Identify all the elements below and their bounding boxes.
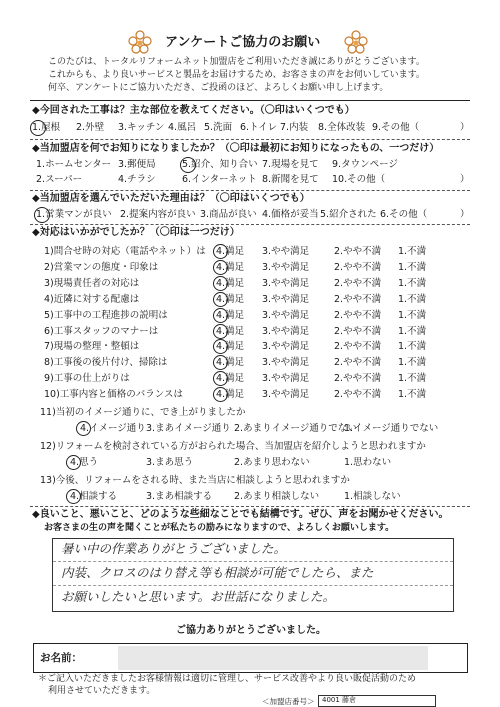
q4-item-mark — [213, 276, 228, 291]
q4-rating-option[interactable]: 4.満足 — [216, 277, 245, 289]
q4-item-mark — [213, 387, 228, 402]
q4-item-11-mark — [76, 421, 91, 436]
q4-rating-option[interactable]: 1.不満 — [398, 293, 427, 305]
q5-subtext: お客さまの生の声を聞くことが私たちの励みになりますので、よろしくお願いします。 — [44, 523, 395, 533]
q3-option-1[interactable]: 1.営業マンが良い — [36, 209, 112, 220]
comment-line-2: 内装、クロスのはり替え等も相談が可能でしたら、また — [61, 565, 374, 580]
q3-selection-mark — [34, 207, 50, 223]
name-box[interactable] — [33, 643, 468, 673]
q2-option-7[interactable]: 7.現場を見て — [262, 159, 319, 170]
q2-label: ◆当加盟店を何でお知りになりましたか？（〇印は最初にお知りになったもの、一つだけ） — [32, 143, 440, 154]
q4-rating-option[interactable]: 1.不満 — [398, 246, 427, 257]
q4-rating-option[interactable]: 4.満足 — [216, 373, 245, 385]
q4-item-label: 9)工事の仕上がりは — [44, 373, 130, 385]
q4-item-13-option-3[interactable]: 3.まあ相談する — [146, 491, 213, 502]
q4-rating-option[interactable]: 3.やや満足 — [262, 293, 310, 305]
q4-rating-option[interactable]: 3.やや満足 — [262, 373, 310, 385]
q4-item-label: 3)現場責任者の対応は — [44, 277, 140, 289]
divider — [30, 190, 470, 191]
q2-option-2[interactable]: 2.スーパー — [36, 174, 83, 185]
q4-item-13-label: 13)今後、リフォームをされる時、また当店に相談しようと思われますか — [40, 475, 350, 486]
q4-label: ◆対応はいかがでしたか？（〇印は一つだけ） — [32, 227, 240, 238]
q4-rating-option[interactable]: 2.やや不満 — [334, 261, 382, 273]
q4-rating-option[interactable]: 2.やや不満 — [334, 309, 382, 321]
intro-line-1: このたびは、トータルリフォームネット加盟店をご利用いただき誠にありがとうございます。 — [48, 57, 425, 67]
q1-option-5[interactable]: 5.洗面 — [204, 122, 233, 133]
comment-box[interactable] — [52, 538, 454, 612]
member-number-label: ＜加盟店番号＞ — [262, 697, 315, 706]
q4-rating-option[interactable]: 2.やや不満 — [334, 246, 382, 257]
q4-item-mark — [213, 244, 228, 259]
q4-rating-option[interactable]: 2.やや不満 — [334, 277, 382, 289]
q4-rating-option[interactable]: 2.やや不満 — [334, 341, 382, 353]
q3-option-5[interactable]: 5.紹介された — [320, 209, 377, 220]
thanks-text: ご協力ありがとうございました。 — [176, 625, 326, 636]
q4-rating-option[interactable]: 4.満足 — [216, 261, 245, 273]
q2-close: ） — [460, 174, 470, 185]
q4-rating-option[interactable]: 4.満足 — [216, 325, 245, 337]
name-label: お名前： — [40, 652, 82, 664]
q4-item-13-mark — [66, 489, 81, 504]
q4-rating-option[interactable]: 4.満足 — [216, 309, 245, 321]
q4-item-mark — [213, 260, 228, 275]
q4-item-mark — [213, 339, 228, 354]
q2-option-10[interactable]: 10.その他（ — [332, 174, 386, 185]
q4-item-label: 6)工事スタッフのマナーは — [44, 325, 159, 337]
q4-item-label: 4)近隣に対する配慮は — [44, 293, 140, 305]
q4-item-12-option-1[interactable]: 1.思わない — [344, 457, 392, 468]
q4-item-11-option-2[interactable]: 2.あまりイメージ通りでない — [234, 423, 357, 434]
q3-option-6[interactable]: 6.その他（ — [380, 209, 428, 220]
q4-rating-option[interactable]: 3.やや満足 — [262, 246, 310, 257]
q4-item-12-label: 12)リフォームを検討されている方がおられた場合、当加盟店を紹介しようと思われますか — [40, 441, 426, 452]
comment-line-3: お願いしたいと思います。お世話になりました。 — [61, 589, 336, 604]
q4-item-label: 5)工事中の工程進捗の説明は — [44, 309, 168, 321]
q4-item-13-option-1[interactable]: 1.相談しない — [344, 491, 401, 502]
q3-note: （〇印はいくつでも） — [209, 193, 310, 204]
q4-item-label: 2)営業マンの態度・印象は — [44, 261, 159, 273]
q4-item-label: 10)工事内容と価格のバランスは — [44, 389, 184, 401]
comment-line-1: 暑い中の作業ありがとうございました。 — [61, 541, 287, 556]
divider — [30, 100, 470, 101]
privacy-line-1: ＊ご記入いただきましたお客様情報は適切に管理し、サービス改善やより良い販促活動のため — [38, 674, 417, 684]
q4-rating-option[interactable]: 4.満足 — [216, 246, 245, 257]
member-number-value: 4001 藤倉 — [322, 696, 357, 704]
q2-option-5[interactable]: 5.紹介、知り合い — [182, 159, 258, 170]
q4-rating-option[interactable]: 4.満足 — [216, 389, 245, 401]
divider — [30, 139, 470, 140]
q1-option-1[interactable]: 1.屋根 — [32, 122, 61, 133]
q4-rating-option[interactable]: 1.不満 — [398, 373, 427, 385]
q4-rating-option[interactable]: 3.やや満足 — [262, 389, 310, 401]
name-redacted — [118, 646, 428, 670]
q5-label: ◆良いこと、悪いこと、どのような些細なことでも結構です。ぜひ、声をお聞かせください。 — [32, 509, 449, 520]
intro-line-2: これからも、より良いサービスと製品をお届けするため、お客さまの声をお伺いしています。 — [48, 70, 425, 80]
q3-option-3[interactable]: 3.商品が良い — [200, 209, 257, 220]
q1-option-3[interactable]: 3.キッチン — [118, 122, 165, 133]
q4-item-11-option-4[interactable]: 4.イメージ通り — [80, 423, 146, 434]
q1-close: ） — [460, 122, 470, 133]
page-title: アンケートご協力のお願い — [165, 35, 321, 50]
q2-option-9[interactable]: 9.タウンページ — [332, 159, 398, 170]
divider — [30, 224, 470, 225]
q4-rating-option[interactable]: 3.やや満足 — [262, 341, 310, 353]
q2-option-4[interactable]: 4.チラシ — [118, 174, 156, 185]
q4-item-label: 7)現場の整理・整頓は — [44, 341, 140, 353]
q2-option-6[interactable]: 6.インターネット — [182, 174, 257, 185]
q1-selection-mark — [30, 120, 46, 136]
q4-rating-option[interactable]: 2.やや不満 — [334, 293, 382, 305]
q4-rating-option[interactable]: 2.やや不満 — [334, 325, 382, 337]
q4-rating-option[interactable]: 2.やや不満 — [334, 389, 382, 401]
q4-rating-option[interactable]: 1.不満 — [398, 309, 427, 321]
q3-label: ◆当加盟店を選んでいただいた理由は？（〇印はいくつでも） — [32, 193, 310, 204]
q4-item-label: 8)工事後の後片付け、掃除は — [44, 357, 168, 369]
q1-note: （〇印はいくつでも） — [259, 105, 355, 116]
q4-item-12-mark — [66, 455, 81, 470]
q1-option-4[interactable]: 4.風呂 — [168, 122, 197, 133]
q1-option-7[interactable]: 7.内装 — [280, 122, 309, 133]
q4-item-mark — [213, 308, 228, 323]
q4-item-mark — [213, 324, 228, 339]
q4-item-13-option-2[interactable]: 2.あまり相談しない — [234, 491, 320, 502]
q4-rating-option[interactable]: 4.満足 — [216, 293, 245, 305]
q2-option-8[interactable]: 8.新聞を見て — [262, 174, 319, 185]
q4-item-12-option-3[interactable]: 3.まあ思う — [146, 457, 194, 468]
flower-icon-right — [344, 30, 368, 54]
q2-option-3[interactable]: 3.郵便局 — [118, 159, 156, 170]
q4-item-label: 1)問合せ時の対応（電話やネット）は — [44, 246, 206, 257]
q2-note: （〇印は最初にお知りになったもの、一つだけ） — [219, 143, 440, 154]
q4-item-mark — [213, 292, 228, 307]
q4-item-12-option-2[interactable]: 2.あまり思わない — [234, 457, 310, 468]
q1-option-8[interactable]: 8.全体改装 — [318, 122, 366, 133]
q4-rating-option[interactable]: 1.不満 — [398, 261, 427, 273]
q4-note: （〇印は一つだけ） — [149, 227, 240, 238]
q4-rating-option[interactable]: 1.不満 — [398, 325, 427, 337]
q4-item-11-option-3[interactable]: 3.まあイメージ通り — [146, 423, 231, 434]
q3-option-2[interactable]: 2.提案内容が良い — [120, 209, 196, 220]
q2-option-1[interactable]: 1.ホームセンター — [36, 159, 112, 170]
intro-line-3: 何卒、アンケートにご協力いただき、ご投函のほど、よろしくお願い申し上げます。 — [48, 83, 389, 93]
q4-item-mark — [213, 355, 228, 370]
q4-rating-option[interactable]: 3.やや満足 — [262, 309, 310, 321]
q3-option-4[interactable]: 4.価格が妥当 — [262, 209, 319, 220]
q4-item-11-option-1[interactable]: 1.イメージ通りでない — [344, 423, 439, 434]
q4-rating-option[interactable]: 3.やや満足 — [262, 261, 310, 273]
privacy-line-2: 利用させていただきます。 — [48, 686, 156, 696]
q1-option-2[interactable]: 2.外壁 — [76, 122, 105, 133]
q4-rating-option[interactable]: 1.不満 — [398, 389, 427, 401]
q4-item-12-option-4[interactable]: 4.思う — [70, 457, 99, 468]
divider — [30, 506, 470, 507]
q4-rating-option[interactable]: 1.不満 — [398, 277, 427, 289]
q4-item-13-option-4[interactable]: 4.相談する — [70, 491, 118, 502]
member-number-box — [318, 695, 436, 707]
q4-rating-option[interactable]: 2.やや不満 — [334, 373, 382, 385]
q3-close: ） — [460, 209, 470, 220]
q4-rating-option[interactable]: 1.不満 — [398, 357, 427, 369]
q4-item-11-label: 11)当初のイメージ通りに、でき上がりましたか — [40, 407, 246, 418]
q4-rating-option[interactable]: 2.やや不満 — [334, 357, 382, 369]
q4-rating-option[interactable]: 3.やや満足 — [262, 357, 310, 369]
q1-option-6[interactable]: 6.トイレ — [240, 122, 278, 133]
q1-option-9[interactable]: 9.その他（ — [372, 122, 420, 133]
q2-selection-mark — [180, 157, 196, 173]
flower-icon-left — [128, 30, 152, 54]
q4-rating-option[interactable]: 3.やや満足 — [262, 325, 310, 337]
q4-rating-option[interactable]: 4.満足 — [216, 357, 245, 369]
q1-label: ◆今回された工事は？主な部位を教えてください。（〇印はいくつでも） — [32, 105, 355, 116]
q4-rating-option[interactable]: 4.満足 — [216, 341, 245, 353]
q4-rating-option[interactable]: 1.不満 — [398, 341, 427, 353]
q4-rating-option[interactable]: 3.やや満足 — [262, 277, 310, 289]
